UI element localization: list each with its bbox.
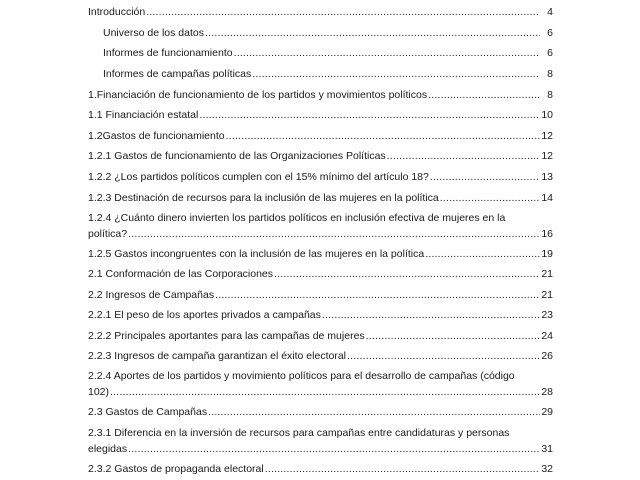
toc-entry-title: 1.2.1 Gastos de funcionamiento de las Organizaciones Políticas: [88, 150, 386, 162]
toc-entry-page-number: 8: [547, 68, 553, 80]
toc-entry-page-number: 10: [541, 109, 553, 121]
toc-entry-page-number: 13: [541, 171, 553, 183]
toc-entry-page-number: 31: [541, 443, 553, 455]
toc-leader-dots: [128, 443, 540, 456]
toc-leader-dots: [322, 309, 540, 322]
toc-entry-title: política?: [88, 228, 128, 240]
toc-entry-number: 1.2: [88, 130, 103, 142]
toc-leader-dots: [199, 109, 540, 122]
toc-entry-page-number: 16: [541, 228, 553, 240]
toc-entry-page-number: 6: [547, 47, 553, 59]
toc-entry-title: elegidas: [88, 443, 128, 455]
toc-entry-number: 1.: [88, 89, 97, 101]
toc-entry-page-number: 23: [541, 309, 553, 321]
toc-leader-dots: [128, 228, 540, 241]
toc-entry-title: 2.3 Gastos de Campañas: [88, 406, 208, 418]
toc-entry-page-number: 26: [541, 350, 553, 362]
toc-leader-dots: [440, 192, 540, 205]
toc-entry-page-number: 8: [547, 89, 553, 101]
toc-entry-title-line1: 1.2.4 ¿Cuánto dinero invierten los partidos políticos en inclusión efectiva de mujeres en la: [88, 212, 506, 224]
toc-leader-dots: [425, 248, 540, 261]
toc-entry-page-number: 24: [541, 330, 553, 342]
toc-leader-dots: [366, 330, 540, 343]
toc-leader-dots: [110, 386, 540, 399]
toc-entry-title: 1.2.2 ¿Los partidos políticos cumplen con el 15% mínimo del artículo 18?: [88, 171, 429, 183]
toc-entry-title: 2.2.1 El peso de los aportes privados a campañas: [88, 309, 321, 321]
toc-entry-title: 1.1 Financiación estatal: [88, 109, 199, 121]
toc-entry-page-number: 32: [541, 463, 553, 475]
toc-entry-title: 2.2.3 Ingresos de campaña garantizan el éxito electoral: [88, 350, 346, 362]
toc-leader-dots: [430, 171, 540, 184]
toc-entry-title: 2.2 Ingresos de Campañas: [88, 289, 215, 301]
toc-entry-title-line1: 2.2.4 Aportes de los partidos y movimiento políticos para el desarrollo de campañas (código: [88, 370, 515, 382]
toc-leader-dots: [146, 6, 540, 19]
toc-leader-dots: [205, 27, 540, 40]
toc-entry-title: Financiación de funcionamiento de los partidos y movimientos políticos: [96, 89, 428, 101]
toc-entry-page-number: 21: [541, 289, 553, 301]
toc-leader-dots: [208, 406, 540, 419]
toc-entry-title: 1.2.3 Destinación de recursos para la inclusión de las mujeres en la política: [88, 192, 439, 204]
toc-entry-page-number: 21: [541, 268, 553, 280]
toc-entry-title: Informes de funcionamiento: [103, 47, 233, 59]
toc-leader-dots: [226, 130, 540, 143]
toc-entry-title: Informes de campañas políticas: [103, 68, 252, 80]
toc-leader-dots: [252, 68, 540, 81]
toc-entry-title: 1.2.5 Gastos incongruentes con la inclusión de las mujeres en la política: [88, 248, 425, 260]
toc-entry-title: 2.2.2 Principales aportantes para las campañas de mujeres: [88, 330, 365, 342]
toc-leader-dots: [347, 350, 540, 363]
toc-entry-title: 2.3.2 Gastos de propaganda electoral: [88, 463, 264, 475]
toc-entry-title: Universo de los datos: [103, 27, 204, 39]
toc-leader-dots: [428, 89, 540, 102]
toc-entry-page-number: 29: [541, 406, 553, 418]
toc-entry-page-number: 4: [547, 6, 553, 18]
toc-entry-page-number: 19: [541, 248, 553, 260]
toc-entry-title: 102): [88, 386, 110, 398]
toc-leader-dots: [265, 463, 540, 476]
toc-leader-dots: [387, 150, 540, 163]
toc-entry-title: Gastos de funcionamiento: [102, 130, 225, 142]
toc-entry-page-number: 12: [541, 130, 553, 142]
toc-entry-title: Introducción: [88, 6, 146, 18]
toc-entry-title-line1: 2.3.1 Diferencia en la inversión de recursos para campañas entre candidaturas y personas: [88, 427, 510, 439]
toc-leader-dots: [215, 289, 540, 302]
toc-leader-dots: [234, 47, 540, 60]
toc-entry-page-number: 14: [541, 192, 553, 204]
toc-entry-page-number: 28: [541, 386, 553, 398]
toc-entry-page-number: 6: [547, 27, 553, 39]
toc-entry-title: 2.1 Conformación de las Corporaciones: [88, 268, 274, 280]
toc-entry-page-number: 12: [541, 150, 553, 162]
toc-leader-dots: [274, 268, 540, 281]
